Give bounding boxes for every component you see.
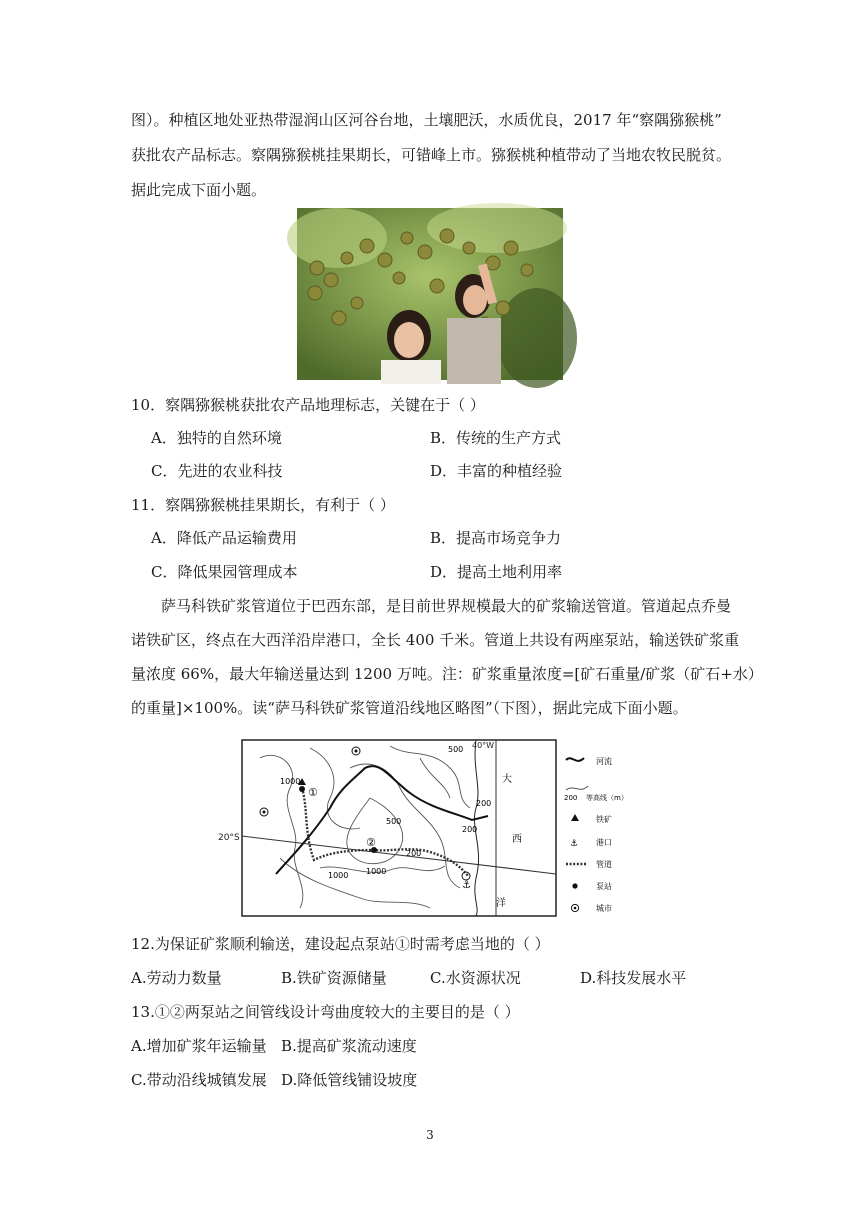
q10-option-c[interactable]: C．先进的农业科技 <box>151 462 283 480</box>
q11-option-b[interactable]: B．提高市场竞争力 <box>430 529 562 547</box>
q10-option-d[interactable]: D．丰富的种植经验 <box>430 462 563 480</box>
page-number: 3 <box>426 1128 434 1142</box>
contour-label-5: 200 <box>462 825 478 834</box>
intro-line-2: 获批农产品标志。察隅猕猴桃挂果期长，可错峰上市。猕猴桃种植带动了当地农牧民脱贫。 <box>131 146 732 164</box>
map-legend <box>564 756 628 913</box>
q11-option-d[interactable]: D．提高土地利用率 <box>430 563 563 581</box>
q12-option-c[interactable]: C.水资源状况 <box>430 969 521 987</box>
ocean-char-3: 洋 <box>496 898 506 909</box>
contour-label-8: 200 <box>406 849 422 858</box>
q11-option-c[interactable]: C．降低果园管理成本 <box>151 563 298 581</box>
station-2-label: ② <box>366 836 376 849</box>
q12-option-a[interactable]: A.劳动力数量 <box>131 969 222 987</box>
legend-city-label: 城市 <box>596 904 612 913</box>
legend-contour-label: 等高线（m） <box>586 794 628 802</box>
legend-station-label: 泵站 <box>596 882 612 891</box>
legend-dot-icon <box>572 883 577 888</box>
q11-option-a[interactable]: A．降低产品运输费用 <box>151 529 297 547</box>
contour-label-4: 500 <box>386 817 402 826</box>
longitude-label: 40°W <box>472 741 495 750</box>
q12-option-d[interactable]: D.科技发展水平 <box>580 969 687 987</box>
pipeline-map-drawing <box>218 738 630 918</box>
contour-label-2: 500 <box>448 745 464 754</box>
latitude-label: 20°S <box>218 833 240 843</box>
passage2-line-4: 的重量]×100%。读“萨马科铁矿浆管道沿线地区略图”（下图），据此完成下面小题。 <box>131 699 688 717</box>
q10-option-b[interactable]: B．传统的生产方式 <box>430 429 562 447</box>
legend-contour-value: 200 <box>564 794 578 802</box>
port-anchor-icon: ⚓ <box>462 880 471 891</box>
legend-contour-line-icon <box>566 786 588 790</box>
contour-label-1: 1000 <box>280 777 301 786</box>
legend-anchor-icon: ⚓ <box>570 839 579 849</box>
intro-line-3: 据此完成下面小题。 <box>131 181 267 199</box>
q13-option-c[interactable]: C.带动沿线城镇发展 <box>131 1071 267 1089</box>
pump-station-1-dot-icon <box>299 786 305 792</box>
q13-option-d[interactable]: D.降低管线铺设坡度 <box>281 1071 418 1089</box>
q13-option-b[interactable]: B.提高矿浆流动速度 <box>281 1037 417 1055</box>
q10-option-a[interactable]: A．独特的自然环境 <box>151 429 282 447</box>
contour-label-6: 1000 <box>328 871 349 880</box>
passage2-line-2: 诺铁矿区，终点在大西洋沿岸港口，全长 400 千米。管道上共设有两座泵站，输送铁矿浆重 <box>131 631 740 649</box>
legend-port-label: 港口 <box>596 838 612 847</box>
contour-label-3: 200 <box>476 799 492 808</box>
kiwi-photo-illustration <box>297 208 563 380</box>
passage2-line-1: 萨马科铁矿浆管道位于巴西东部，是目前世界规模最大的矿浆输送管道。管道起点乔曼 <box>161 597 732 615</box>
q10-stem: 10．察隅猕猴桃获批农产品地理标志，关键在于（ ） <box>131 396 485 414</box>
pipeline-map <box>218 738 630 918</box>
legend-triangle-icon <box>571 814 579 821</box>
q13-option-a[interactable]: A.增加矿浆年运输量 <box>131 1037 267 1055</box>
station-1-label: ① <box>308 786 318 799</box>
q13-stem: 13.①②两泵站之间管线设计弯曲度较大的主要目的是（ ） <box>131 1003 520 1021</box>
q12-option-b[interactable]: B.铁矿资源储量 <box>281 969 387 987</box>
legend-pipeline-label: 管道 <box>596 860 612 869</box>
intro-line-1: 图）。种植区地处亚热带湿润山区河谷台地，土壤肥沃，水质优良，2017 年“察隅猕猴桃” <box>131 111 722 129</box>
passage2-line-3: 量浓度 66%，最大年输送量达到 1200 万吨。注：矿浆重量浓度=[矿石重量/矿浆（矿石+水） <box>131 665 763 683</box>
kiwi-harvest-photo <box>297 208 563 380</box>
ocean-char-1: 大 <box>502 774 512 785</box>
legend-river-line-icon <box>566 758 584 761</box>
ocean-char-2: 西 <box>512 834 522 845</box>
q12-stem: 12.为保证矿浆顺利输送，建设起点泵站①时需考虑当地的（ ） <box>131 935 550 953</box>
contour-label-7: 1000 <box>366 867 387 876</box>
legend-river-label: 河流 <box>596 757 612 766</box>
map-frame <box>242 740 556 916</box>
q11-stem: 11．察隅猕猴桃挂果期长，有利于（ ） <box>131 496 395 514</box>
legend-mine-label: 铁矿 <box>596 815 612 824</box>
